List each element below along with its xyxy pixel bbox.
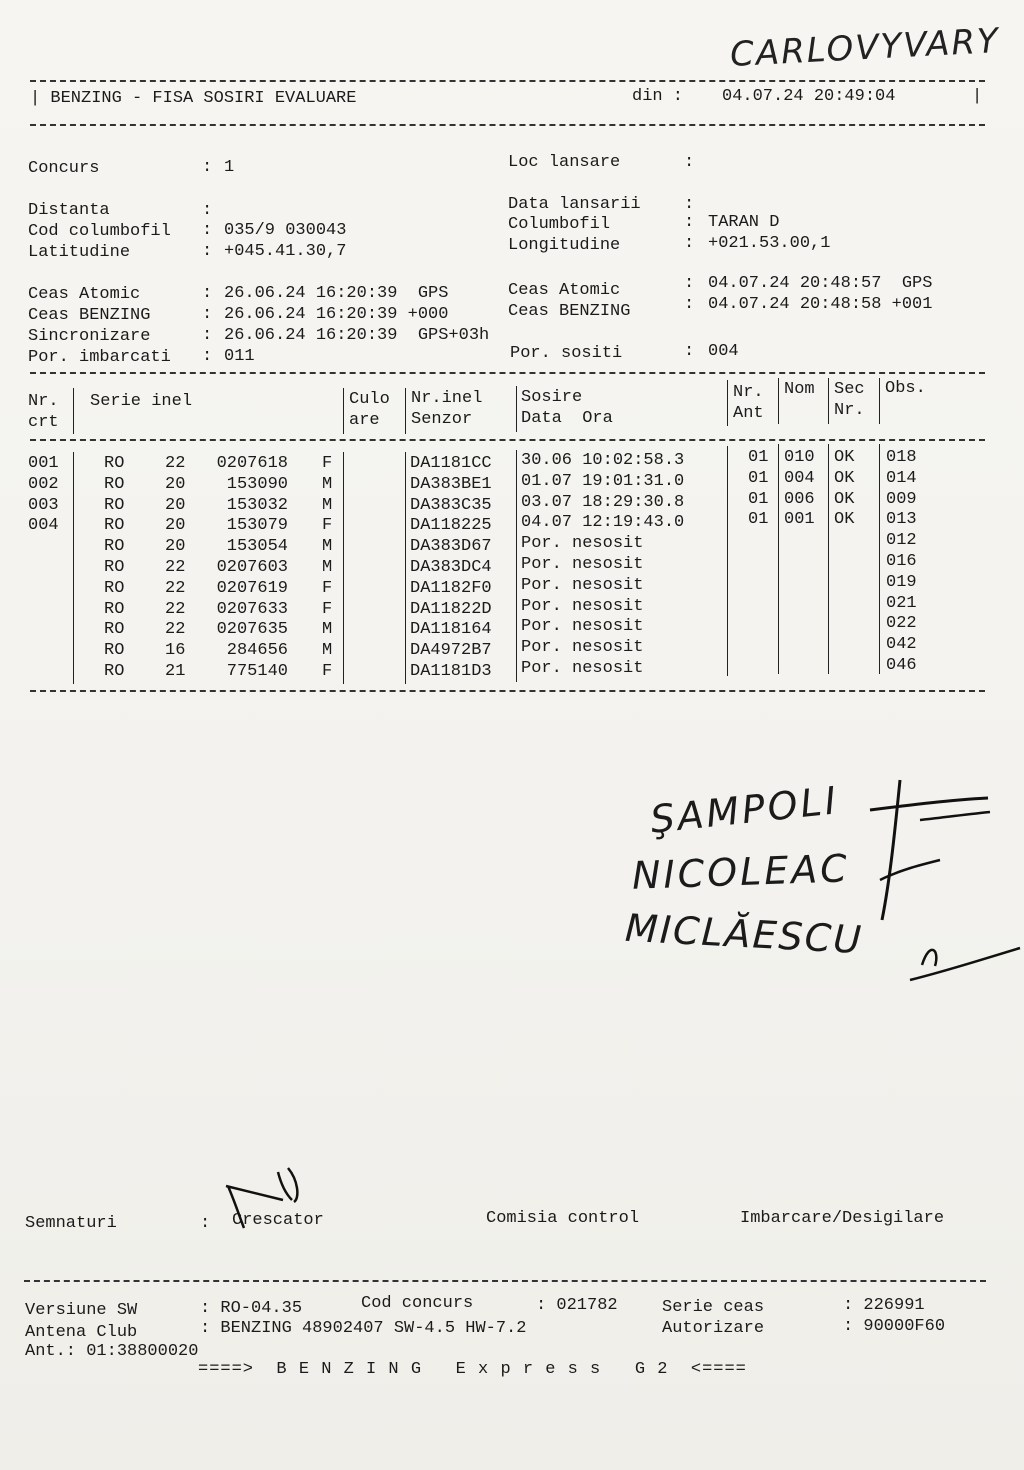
cell-sex: M xyxy=(322,474,333,494)
col-header-ant: Ant xyxy=(733,404,764,423)
info-sep: : xyxy=(202,305,213,324)
cell-ring: 0207633 xyxy=(216,599,288,619)
handwritten-location: CARLOVYVARY xyxy=(729,20,1001,76)
col-header-inel: Senzor xyxy=(411,410,473,429)
cell-country: RO xyxy=(104,662,125,681)
cell-arrival: Por. nesosit xyxy=(521,659,644,678)
col-header-inel: Nr.inel xyxy=(411,389,483,408)
cell-year: 21 xyxy=(165,662,186,681)
serie-ceas-label: Serie ceas xyxy=(662,1298,765,1317)
comisia-label: Comisia control xyxy=(486,1209,640,1228)
cell-ant: 01 xyxy=(748,510,769,530)
cell-year: 22 xyxy=(165,558,186,577)
info-sep: : xyxy=(202,347,213,366)
cell-country: RO xyxy=(104,516,125,536)
cell-nr: 003 xyxy=(28,495,59,515)
cell-arrival: 04.07 12:19:43.0 xyxy=(521,513,685,533)
cod-concurs-label: Cod concurs xyxy=(361,1294,474,1313)
handwritten-name: NICOLEAC xyxy=(631,846,851,898)
antenna-id: Ant.: 01:38800020 xyxy=(25,1342,199,1361)
col-header-nom: Nom xyxy=(784,380,815,399)
cell-country: RO xyxy=(104,578,125,598)
info-label: Distanta xyxy=(28,201,110,220)
info-sep: : xyxy=(684,153,695,172)
signatures-sep: : xyxy=(200,1214,211,1233)
cell-arrival: Por. nesosit xyxy=(521,638,644,658)
cell-year: 22 xyxy=(165,620,186,640)
divider xyxy=(30,690,985,692)
column-rule xyxy=(727,446,728,676)
col-header-sosire: Sosire xyxy=(521,388,583,407)
info-label: Ceas Atomic xyxy=(508,281,621,300)
info-sep: : xyxy=(684,213,695,232)
info-value: 011 xyxy=(224,347,255,366)
info-label: Concurs xyxy=(28,159,100,178)
info-sep: : xyxy=(684,195,695,214)
info-sep: : xyxy=(684,234,695,253)
cell-sensor: DA1182F0 xyxy=(410,578,492,598)
versiune-value: : RO-04.35 xyxy=(200,1299,303,1318)
cell-ring: 153032 xyxy=(226,495,288,515)
column-rule xyxy=(405,452,406,684)
cell-sensor: DA383DC4 xyxy=(410,558,492,577)
cell-nom: 004 xyxy=(784,468,815,488)
cell-obs: 046 xyxy=(886,656,917,675)
info-sep: : xyxy=(684,342,695,361)
cell-sec: OK xyxy=(834,448,855,467)
info-label: Longitudine xyxy=(508,236,621,255)
info-label: Ceas Atomic xyxy=(28,285,141,304)
info-value: 004 xyxy=(708,342,739,361)
report-title: | BENZING - FISA SOSIRI EVALUARE xyxy=(30,89,357,108)
cell-ant: 01 xyxy=(748,489,769,509)
col-header-obs: Obs. xyxy=(885,379,926,398)
info-value: TARAN D xyxy=(708,213,780,232)
info-label: Latitudine xyxy=(28,243,131,262)
header-end-bar: | xyxy=(972,87,983,106)
signatures-label: Semnaturi xyxy=(25,1214,117,1233)
cell-sensor: DA1181CC xyxy=(410,454,492,473)
col-header-sosire: Data Ora xyxy=(521,409,613,428)
info-label: Columbofil xyxy=(508,215,611,234)
column-rule xyxy=(778,444,779,674)
cell-nr: 001 xyxy=(28,454,59,473)
info-value: 04.07.24 20:48:57 GPS xyxy=(708,274,933,293)
info-label: Por. imbarcati xyxy=(28,348,171,367)
report-datetime: 04.07.24 20:49:04 xyxy=(722,87,896,106)
cell-arrival: Por. nesosit xyxy=(521,555,644,574)
cell-ring: 0207635 xyxy=(216,620,288,640)
col-header-culoare: Culo xyxy=(349,390,390,409)
cell-obs: 019 xyxy=(886,572,917,592)
cell-year: 20 xyxy=(165,537,186,557)
cell-sex: M xyxy=(322,495,333,515)
col-header-ant: Nr. xyxy=(733,383,764,402)
cell-sensor: DA1181D3 xyxy=(410,662,492,681)
cell-country: RO xyxy=(104,474,125,494)
cell-ring: 284656 xyxy=(226,641,288,661)
info-label: Data lansarii xyxy=(508,195,641,214)
handwritten-signature-mark xyxy=(860,770,1024,1000)
divider xyxy=(24,1280,986,1282)
handwritten-name: ŞAMPOLI xyxy=(648,778,841,842)
cell-ring: 0207618 xyxy=(216,454,288,473)
date-label: din : xyxy=(632,87,684,106)
cell-sex: F xyxy=(322,578,333,598)
cell-country: RO xyxy=(104,641,125,661)
col-header-sec: Sec xyxy=(834,380,865,399)
info-value: +045.41.30,7 xyxy=(224,242,347,261)
cell-ring: 0207619 xyxy=(216,578,288,598)
divider xyxy=(30,80,985,82)
col-header-nr: crt xyxy=(28,413,59,432)
info-value: 1 xyxy=(224,158,235,177)
cell-sensor: DA11822D xyxy=(410,599,492,619)
autorizare-label: Autorizare xyxy=(662,1319,765,1338)
cell-sex: M xyxy=(322,558,333,577)
handwritten-name: MICLĂESCU xyxy=(624,905,865,963)
cell-sex: F xyxy=(322,599,333,619)
cell-country: RO xyxy=(104,495,125,515)
cell-arrival: Por. nesosit xyxy=(521,575,644,595)
info-label: Ceas BENZING xyxy=(508,302,631,321)
column-rule xyxy=(879,378,880,424)
imbarcare-label: Imbarcare/Desigilare xyxy=(740,1209,945,1228)
cell-year: 22 xyxy=(165,454,186,473)
cell-ring: 775140 xyxy=(226,662,288,681)
cell-sec: OK xyxy=(834,489,855,509)
cell-year: 22 xyxy=(165,578,186,598)
cell-arrival: Por. nesosit xyxy=(521,617,644,637)
column-rule xyxy=(727,380,728,426)
cell-obs: 016 xyxy=(886,552,917,571)
cell-sex: F xyxy=(322,454,333,473)
info-sep: : xyxy=(202,284,213,303)
cell-arrival: Por. nesosit xyxy=(521,534,644,554)
cell-sensor: DA383D67 xyxy=(410,537,492,557)
col-header-culoare: are xyxy=(349,411,380,430)
cell-ring: 153090 xyxy=(226,474,288,494)
divider xyxy=(30,439,985,441)
info-sep: : xyxy=(202,242,213,261)
column-rule xyxy=(405,388,406,434)
cell-sec: OK xyxy=(834,510,855,530)
divider xyxy=(30,124,985,126)
cell-nom: 010 xyxy=(784,448,815,467)
cod-concurs-value: : 021782 xyxy=(536,1296,618,1315)
crescator-signature xyxy=(218,1160,308,1230)
cell-obs: 012 xyxy=(886,531,917,551)
cell-obs: 022 xyxy=(886,614,917,634)
column-rule xyxy=(343,452,344,684)
antena-value: : BENZING 48902407 SW-4.5 HW-7.2 xyxy=(200,1319,527,1338)
column-rule xyxy=(516,386,517,432)
cell-year: 20 xyxy=(165,474,186,494)
column-rule xyxy=(73,388,74,434)
info-value: 035/9 030043 xyxy=(224,221,347,240)
info-label: Sincronizare xyxy=(28,327,151,346)
cell-ring: 153079 xyxy=(226,516,288,536)
antena-label: Antena Club xyxy=(25,1323,138,1342)
col-header-nr: Nr. xyxy=(28,392,59,411)
cell-obs: 018 xyxy=(886,448,917,467)
cell-arrival: Por. nesosit xyxy=(521,596,644,616)
cell-arrival: 30.06 10:02:58.3 xyxy=(521,451,685,470)
column-rule xyxy=(73,452,74,684)
cell-arrival: 01.07 19:01:31.0 xyxy=(521,471,685,491)
info-label: Loc lansare xyxy=(508,153,621,172)
cell-nom: 001 xyxy=(784,510,815,530)
cell-country: RO xyxy=(104,454,125,473)
cell-sex: M xyxy=(322,620,333,640)
col-header-serie: Serie inel xyxy=(90,392,193,411)
info-label: Cod columbofil xyxy=(28,222,171,241)
info-sep: : xyxy=(202,221,213,240)
column-rule xyxy=(828,444,829,674)
cell-sex: F xyxy=(322,516,333,536)
info-value: 26.06.24 16:20:39 GPS xyxy=(224,284,449,303)
info-value: 26.06.24 16:20:39 +000 xyxy=(224,305,449,324)
info-sep: : xyxy=(684,274,695,293)
info-sep: : xyxy=(202,158,213,177)
cell-ring: 153054 xyxy=(226,537,288,557)
column-rule xyxy=(343,388,344,434)
cell-nom: 006 xyxy=(784,489,815,509)
cell-year: 20 xyxy=(165,516,186,536)
cell-obs: 009 xyxy=(886,489,917,509)
cell-obs: 013 xyxy=(886,510,917,530)
cell-sec: OK xyxy=(834,468,855,488)
cell-sex: F xyxy=(322,662,333,681)
cell-ant: 01 xyxy=(748,448,769,467)
info-label: Ceas BENZING xyxy=(28,306,151,325)
cell-sex: M xyxy=(322,641,333,661)
benzing-banner: ====> B E N Z I N G E x p r e s s G 2 <==== xyxy=(198,1360,747,1379)
cell-ring: 0207603 xyxy=(216,558,288,577)
info-sep: : xyxy=(202,326,213,345)
cell-ant: 01 xyxy=(748,468,769,488)
cell-country: RO xyxy=(104,599,125,619)
cell-obs: 014 xyxy=(886,468,917,488)
cell-sex: M xyxy=(322,537,333,557)
cell-sensor: DA118225 xyxy=(410,516,492,536)
crescator-label: Crescator xyxy=(232,1211,324,1230)
cell-sensor: DA383BE1 xyxy=(410,474,492,494)
info-value: +021.53.00,1 xyxy=(708,234,831,253)
cell-country: RO xyxy=(104,558,125,577)
column-rule xyxy=(879,444,880,674)
cell-country: RO xyxy=(104,620,125,640)
info-label: Por. sositi xyxy=(510,344,623,363)
divider xyxy=(30,372,985,374)
col-header-sec: Nr. xyxy=(834,401,865,420)
info-value: 26.06.24 16:20:39 GPS+03h xyxy=(224,326,490,345)
cell-nr: 004 xyxy=(28,516,59,536)
cell-arrival: 03.07 18:29:30.8 xyxy=(521,492,685,512)
cell-year: 20 xyxy=(165,495,186,515)
cell-year: 22 xyxy=(165,599,186,619)
info-sep: : xyxy=(202,201,213,220)
column-rule xyxy=(516,450,517,682)
versiune-label: Versiune SW xyxy=(25,1301,138,1320)
column-rule xyxy=(778,378,779,424)
cell-obs: 042 xyxy=(886,635,917,655)
info-sep: : xyxy=(684,295,695,314)
cell-sensor: DA4972B7 xyxy=(410,641,492,661)
cell-country: RO xyxy=(104,537,125,557)
cell-sensor: DA383C35 xyxy=(410,495,492,515)
info-value: 04.07.24 20:48:58 +001 xyxy=(708,295,933,314)
cell-year: 16 xyxy=(165,641,186,661)
cell-nr: 002 xyxy=(28,474,59,494)
cell-sensor: DA118164 xyxy=(410,620,492,640)
autorizare-value: : 90000F60 xyxy=(843,1317,946,1336)
serie-ceas-value: : 226991 xyxy=(843,1296,925,1315)
cell-obs: 021 xyxy=(886,593,917,613)
column-rule xyxy=(828,378,829,424)
